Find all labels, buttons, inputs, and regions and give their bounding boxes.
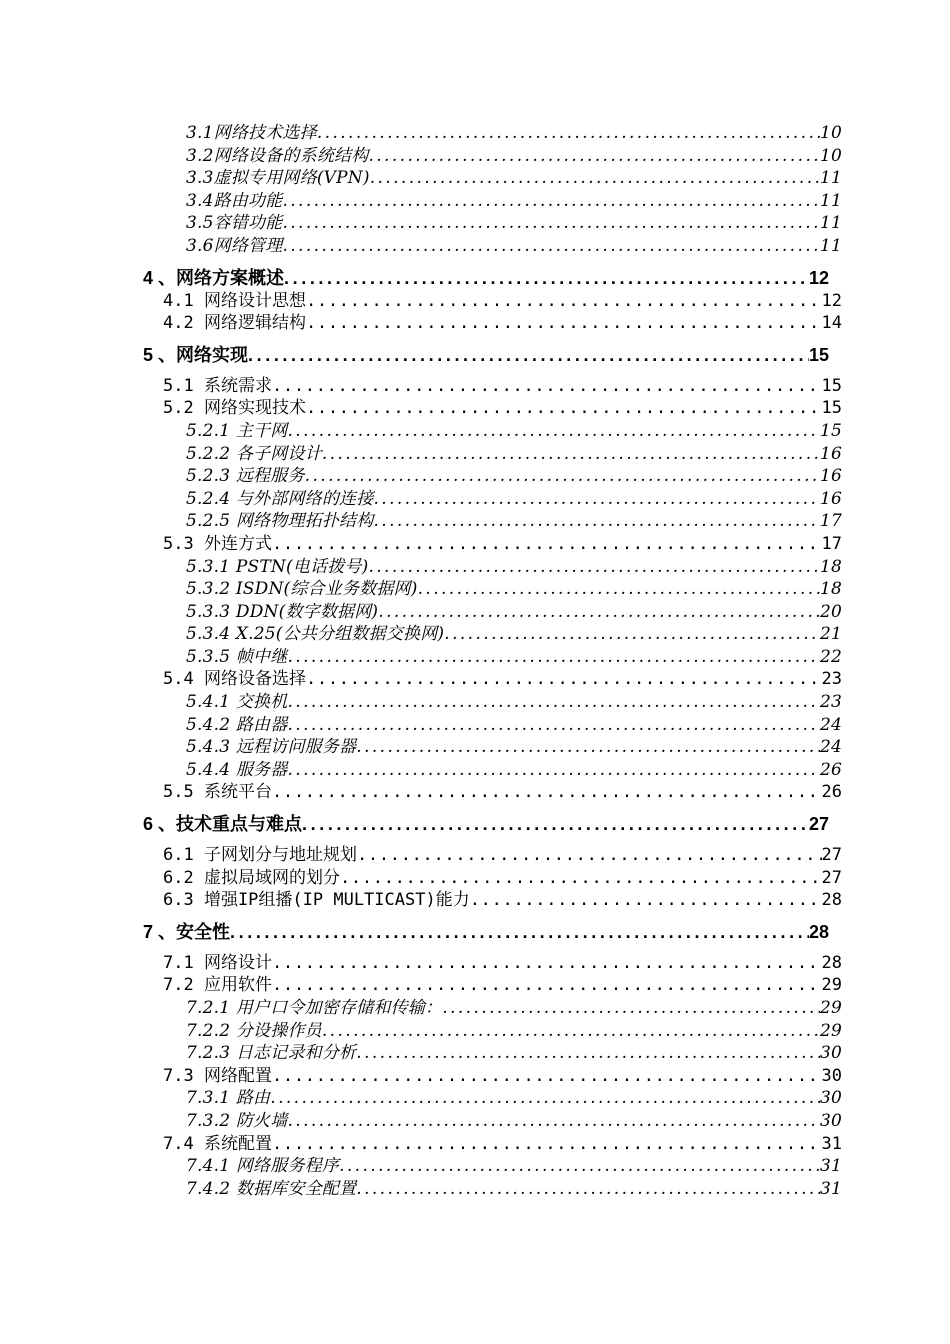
leader-dots — [230, 912, 809, 952]
toc-entry-page: 15 — [821, 398, 842, 419]
toc-entry[interactable] — [186, 1110, 842, 1133]
toc-entry-page: 29 — [821, 975, 842, 996]
toc-entry[interactable] — [186, 601, 842, 624]
toc-entry-page: 11 — [819, 213, 842, 234]
toc-entry-page: 10 — [819, 145, 842, 166]
leader-dots — [284, 258, 809, 290]
toc-entry-title: 5.4 网络设备选择 — [163, 669, 306, 690]
leader-dots — [272, 1065, 822, 1088]
toc-entry-page: 27 — [808, 814, 829, 835]
toc-entry-page: 18 — [819, 556, 842, 577]
toc-entry-page: 23 — [819, 692, 842, 713]
leader-dots — [322, 1020, 820, 1043]
toc-entry-page: 11 — [819, 235, 842, 256]
toc-entry-page: 16 — [819, 443, 842, 464]
toc-entry[interactable] — [186, 212, 842, 235]
toc-entry-title: 7 、安全性 — [143, 921, 231, 942]
toc-entry[interactable] — [186, 443, 842, 466]
toc-entry-page: 21 — [819, 624, 842, 645]
toc-entry-title: 3.4路由功能 — [186, 190, 283, 211]
toc-entry[interactable] — [163, 889, 842, 912]
leader-dots — [368, 556, 820, 579]
toc-entry-title: 5.4.2 路由器 — [186, 714, 288, 735]
toc-entry[interactable] — [186, 646, 842, 669]
toc-entry-title: 7.4.2 数据库安全配置 — [186, 1178, 357, 1199]
toc-chapter-entry[interactable] — [143, 335, 829, 375]
toc-entry[interactable] — [163, 312, 842, 335]
toc-entry[interactable] — [186, 1020, 842, 1043]
toc-entry-title: 5.4.1 交换机 — [186, 692, 288, 713]
toc-entry-title: 5.4.3 远程访问服务器 — [186, 737, 357, 758]
leader-dots — [248, 335, 809, 375]
toc-entry[interactable] — [163, 781, 842, 804]
leader-dots — [282, 212, 820, 235]
leader-dots — [305, 465, 820, 488]
toc-entry-page: 12 — [821, 290, 842, 311]
toc-entry[interactable] — [186, 1178, 842, 1201]
leader-dots — [287, 420, 819, 443]
toc-entry-page: 31 — [819, 1178, 842, 1199]
leader-dots — [306, 290, 822, 313]
toc-entry-title: 5.3.1 PSTN(电话拨号) — [186, 556, 369, 577]
toc-entry-page: 31 — [821, 1133, 842, 1154]
toc-entry-page: 16 — [819, 466, 842, 487]
toc-entry-page: 22 — [819, 646, 842, 667]
toc-entry-page: 28 — [821, 890, 842, 911]
toc-entry-title: 5.2.2 各子网设计 — [186, 443, 322, 464]
toc-entry[interactable] — [163, 844, 842, 867]
toc-entry-title: 7.2.1 用户口令加密存储和传输： — [186, 998, 443, 1018]
toc-entry-page: 26 — [821, 782, 842, 803]
toc-entry-page: 26 — [819, 759, 842, 780]
toc-entry[interactable] — [186, 1155, 842, 1178]
leader-dots — [287, 759, 819, 782]
toc-entry-page: 16 — [819, 488, 842, 509]
toc-entry-page: 28 — [821, 952, 842, 973]
toc-entry-page: 28 — [808, 921, 829, 942]
toc-entry-page: 30 — [819, 1110, 842, 1131]
toc-entry[interactable] — [186, 167, 842, 190]
toc-entry-page: 24 — [819, 714, 842, 735]
toc-entry[interactable] — [186, 122, 842, 145]
toc-entry-title: 4.2 网络逻辑结构 — [163, 313, 306, 334]
leader-dots — [306, 397, 822, 420]
toc-entry-title: 3.1网络技术选择 — [186, 123, 317, 143]
toc-entry[interactable] — [186, 510, 842, 533]
toc-chapter-entry[interactable] — [143, 804, 829, 844]
toc-entry-page: 30 — [821, 1065, 842, 1086]
toc-entry[interactable] — [163, 867, 842, 890]
toc-entry[interactable] — [163, 974, 842, 997]
leader-dots — [370, 167, 820, 190]
toc-entry[interactable] — [186, 190, 842, 213]
toc-entry-page: 17 — [819, 511, 842, 532]
toc-entry-title: 7.2.3 日志记录和分析 — [186, 1043, 357, 1064]
toc-entry-title: 5.3 外连方式 — [163, 533, 272, 554]
toc-entry-title: 5.2.1 主干网 — [186, 420, 288, 441]
leader-dots — [306, 312, 822, 335]
toc-entry[interactable] — [163, 952, 842, 975]
toc-entry-page: 29 — [819, 1020, 842, 1041]
toc-entry[interactable] — [163, 1133, 842, 1156]
toc-entry[interactable] — [186, 691, 842, 714]
toc-entry-title: 7.2.2 分设操作员 — [186, 1020, 322, 1041]
toc-entry[interactable] — [186, 759, 842, 782]
toc-entry[interactable] — [163, 397, 842, 420]
toc-entry-title: 3.2网络设备的系统结构 — [186, 145, 369, 166]
toc-chapter-entry[interactable] — [143, 258, 829, 290]
toc-entry-page: 30 — [819, 1043, 842, 1064]
toc-entry-title: 7.2 应用软件 — [163, 975, 272, 996]
toc-entry-title: 5.3.2 ISDN(综合业务数据网) — [186, 579, 418, 600]
toc-entry-title: 5.4.4 服务器 — [186, 759, 288, 780]
toc-entry[interactable] — [186, 145, 842, 168]
leader-dots — [302, 804, 809, 844]
toc-chapter-entry[interactable] — [143, 912, 829, 952]
toc-entry-page: 30 — [819, 1088, 842, 1109]
leader-dots — [272, 781, 822, 804]
toc-entry-title: 7.4.1 网络服务程序 — [186, 1156, 340, 1177]
toc-entry-page: 12 — [808, 267, 829, 288]
toc-entry-page: 15 — [819, 420, 842, 441]
leader-dots — [272, 1133, 822, 1156]
toc-entry-title: 7.1 网络设计 — [163, 952, 272, 973]
toc-entry-title: 4 、网络方案概述 — [143, 267, 285, 288]
leader-dots — [287, 714, 819, 737]
toc-entry-title: 3.3虚拟专用网络(VPN) — [186, 168, 370, 189]
leader-dots — [287, 646, 819, 669]
toc-entry[interactable] — [186, 465, 842, 488]
leader-dots — [339, 1155, 820, 1178]
toc-entry-page: 15 — [821, 375, 842, 396]
toc-entry-page: 20 — [819, 601, 842, 622]
leader-dots — [356, 1042, 820, 1065]
toc-entry[interactable] — [186, 997, 842, 1020]
leader-dots — [368, 145, 820, 168]
toc-entry-title: 5.3.5 帧中继 — [186, 646, 288, 667]
toc-entry-title: 7.3 网络配置 — [163, 1065, 272, 1086]
toc-entry-page: 31 — [819, 1156, 842, 1177]
leader-dots — [357, 844, 822, 867]
leader-dots — [282, 190, 820, 213]
leader-dots — [418, 578, 820, 601]
toc-entry-title: 5.2.4 与外部网络的连接 — [186, 488, 374, 509]
toc-entry[interactable] — [186, 235, 842, 258]
toc-entry[interactable] — [163, 375, 842, 398]
leader-dots — [272, 533, 822, 556]
toc-entry-page: 24 — [819, 737, 842, 758]
toc-entry-title: 3.5容错功能 — [186, 213, 283, 234]
toc-entry[interactable] — [186, 578, 842, 601]
toc-entry[interactable] — [163, 668, 842, 691]
leader-dots — [272, 375, 822, 398]
toc-entry-title: 4.1 网络设计思想 — [163, 290, 306, 311]
leader-dots — [356, 1178, 820, 1201]
leader-dots — [340, 867, 822, 890]
toc-entry-title: 5.2.5 网络物理拓扑结构 — [186, 511, 374, 532]
toc-entry-page: 15 — [808, 344, 829, 365]
toc-entry-page: 11 — [819, 190, 842, 211]
toc-entry-title: 5.2 网络实现技术 — [163, 398, 306, 419]
leader-dots — [444, 623, 820, 646]
toc-entry-page: 14 — [821, 313, 842, 334]
leader-dots — [272, 974, 822, 997]
leader-dots — [287, 1110, 819, 1133]
toc-entry[interactable] — [186, 556, 842, 579]
leader-dots — [356, 736, 820, 759]
leader-dots — [373, 488, 819, 511]
toc-entry-page: 23 — [821, 669, 842, 690]
toc-entry-title: 5.5 系统平台 — [163, 782, 272, 803]
toc-entry-title: 7.4 系统配置 — [163, 1133, 272, 1154]
toc-entry-title: 6 、技术重点与难点 — [143, 814, 303, 835]
leader-dots — [272, 952, 822, 975]
leader-dots — [306, 668, 822, 691]
toc-entry-title: 6.3 增强IP组播(IP MULTICAST)能力 — [163, 890, 470, 911]
leader-dots — [322, 443, 820, 466]
leader-dots — [282, 235, 820, 258]
leader-dots — [373, 510, 819, 533]
toc-entry[interactable] — [163, 1065, 842, 1088]
toc-entry-page: 10 — [819, 123, 842, 143]
toc-entry-page: 29 — [819, 998, 842, 1018]
toc-entry-title: 5 、网络实现 — [143, 344, 249, 365]
toc-entry-title: 5.2.3 远程服务 — [186, 466, 305, 487]
toc-entry[interactable] — [186, 736, 842, 759]
toc-entry[interactable] — [186, 1087, 842, 1110]
toc-entry-page: 17 — [821, 533, 842, 554]
leader-dots — [287, 691, 819, 714]
toc-entry[interactable] — [186, 420, 842, 443]
leader-dots — [442, 997, 820, 1020]
toc-entry[interactable] — [186, 714, 842, 737]
toc-entry-title: 5.3.4 X.25(公共分组数据交换网) — [186, 624, 445, 645]
toc-entry[interactable] — [186, 488, 842, 511]
toc-entry-title: 7.3.1 路由 — [186, 1088, 271, 1109]
toc-entry-page: 18 — [819, 579, 842, 600]
toc-entry[interactable] — [163, 533, 842, 556]
toc-entry-title: 7.3.2 防火墙 — [186, 1110, 288, 1131]
leader-dots — [317, 122, 820, 145]
toc-entry-title: 6.1 子网划分与地址规划 — [163, 845, 357, 866]
toc-entry-title: 5.1 系统需求 — [163, 375, 272, 396]
toc-entry-title: 3.6网络管理 — [186, 235, 283, 256]
toc-entry[interactable] — [186, 1042, 842, 1065]
toc-entry-title: 5.3.3 DDN(数字数据网) — [186, 601, 379, 622]
toc-entry-title: 6.2 虚拟局域网的划分 — [163, 867, 340, 888]
toc-entry-page: 27 — [821, 845, 842, 866]
table-of-contents — [0, 122, 950, 1200]
toc-entry-page: 11 — [819, 168, 842, 189]
toc-entry[interactable] — [163, 290, 842, 313]
toc-entry-page: 27 — [821, 867, 842, 888]
toc-entry[interactable] — [186, 623, 842, 646]
leader-dots — [270, 1087, 820, 1110]
leader-dots — [378, 601, 820, 624]
leader-dots — [470, 889, 822, 912]
